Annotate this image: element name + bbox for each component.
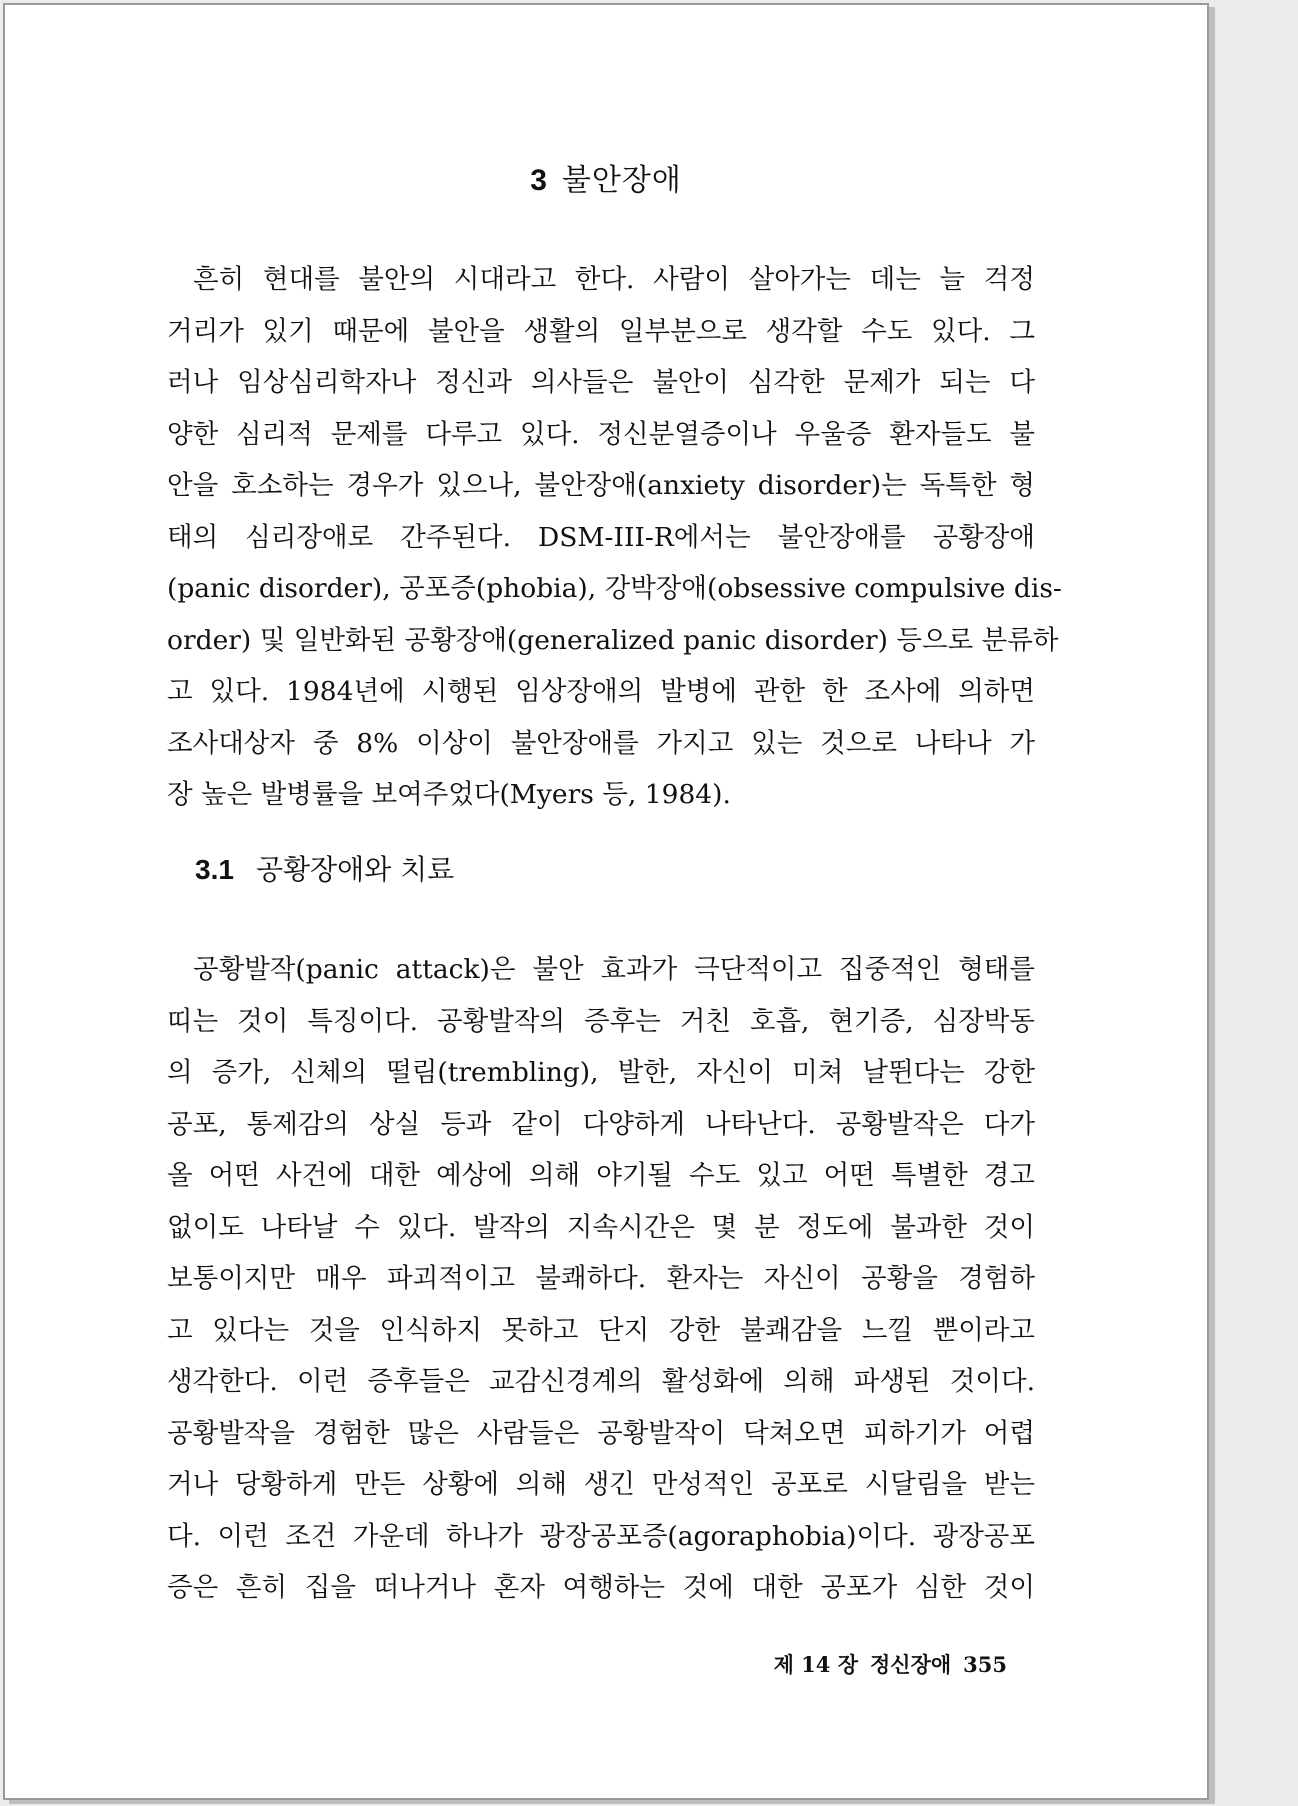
paragraph-line: 공황발작(panic attack)은 불안 효과가 극단적이고 집중적인 형태를 [193, 954, 1035, 985]
section-title-text: 공황장애와 치료 [255, 853, 455, 886]
paragraph-line: 장 높은 발병률을 보여주었다(Myers 등, 1984). [167, 779, 731, 810]
paragraph-line: 의 증가, 신체의 떨림(trembling), 발한, 자신이 미쳐 날뛴다는 강한 [167, 1057, 1035, 1088]
paragraph-line: 올 어떤 사건에 대한 예상에 의해 야기될 수도 있고 어떤 특별한 경고 [167, 1160, 1035, 1191]
section-heading [195, 848, 454, 888]
paragraph-line: 고 있다. 1984년에 시행된 임상장애의 발병에 관한 한 조사에 의하면 [167, 676, 1035, 707]
chapter-title-text: 불안장애 [561, 163, 682, 198]
paragraph-line: 고 있다는 것을 인식하지 못하고 단지 강한 불쾌감을 느낄 뿐이라고 [167, 1314, 1035, 1346]
intro-paragraph [167, 254, 1062, 821]
footer-chapter-label: 제 14 장 [773, 1652, 858, 1677]
paragraph-line: 공포, 통제감의 상실 등과 같이 다양하게 나타난다. 공황발작은 다가 [167, 1108, 1035, 1140]
chapter-number: 3 [530, 164, 548, 197]
panic-paragraph [167, 944, 1035, 1614]
paragraph-line: 흔히 현대를 불안의 시대라고 한다. 사람이 살아가는 데는 늘 걱정 [193, 264, 1035, 295]
paragraph-line: 거나 당황하게 만든 상황에 의해 생긴 만성적인 공포로 시달림을 받는 [167, 1469, 1035, 1500]
footer-chapter-name: 정신장애 [870, 1652, 952, 1677]
paragraph-line: 보통이지만 매우 파괴적이고 불쾌하다. 환자는 자신이 공황을 경험하 [167, 1263, 1035, 1294]
paragraph-line: 다. 이런 조건 가운데 하나가 광장공포증(agoraphobia)이다. 광장공포 [167, 1520, 1035, 1552]
paragraph-line: 양한 심리적 문제를 다루고 있다. 정신분열증이나 우울증 환자들도 불 [167, 418, 1035, 450]
paragraph-line: 공황발작을 경험한 많은 사람들은 공황발작이 닥쳐오면 피하기가 어렵 [167, 1417, 1035, 1449]
page-number: 355 [963, 1652, 1007, 1677]
page-footer [762, 1649, 1007, 1679]
paragraph-line: (panic disorder), 공포증(phobia), 강박장애(obsessive compulsive dis- [167, 573, 1062, 604]
paragraph-line: 러나 임상심리학자나 정신과 의사들은 불안이 심각한 문제가 되는 다 [167, 367, 1035, 398]
paragraph-line: 태의 심리장애로 간주된다. DSM-III-R에서는 불안장애를 공황장애 [167, 521, 1035, 553]
paragraph-line: 조사대상자 중 8% 이상이 불안장애를 가지고 있는 것으로 나타나 가 [167, 727, 1035, 759]
chapter-heading [5, 155, 1207, 199]
section-number: 3.1 [195, 854, 234, 885]
paragraph-line: 증은 흔히 집을 떠나거나 혼자 여행하는 것에 대한 공포가 심한 것이 [167, 1572, 1035, 1603]
paragraph-line: 거리가 있기 때문에 불안을 생활의 일부분으로 생각할 수도 있다. 그 [167, 315, 1035, 347]
paragraph-line: 없이도 나타날 수 있다. 발작의 지속시간은 몇 분 정도에 불과한 것이 [167, 1211, 1035, 1243]
paragraph-line: order) 및 일반화된 공황장애(generalized panic disorder) 등으로 분류하 [167, 624, 1059, 656]
paragraph-line: 안을 호소하는 경우가 있으나, 불안장애(anxiety disorder)는 독특한 형 [167, 470, 1035, 501]
book-page [3, 3, 1209, 1800]
paragraph-line: 띠는 것이 특징이다. 공황발작의 증후는 거친 호흡, 현기증, 심장박동 [167, 1005, 1035, 1037]
paragraph-line: 생각한다. 이런 증후들은 교감신경계의 활성화에 의해 파생된 것이다. [167, 1366, 1035, 1397]
